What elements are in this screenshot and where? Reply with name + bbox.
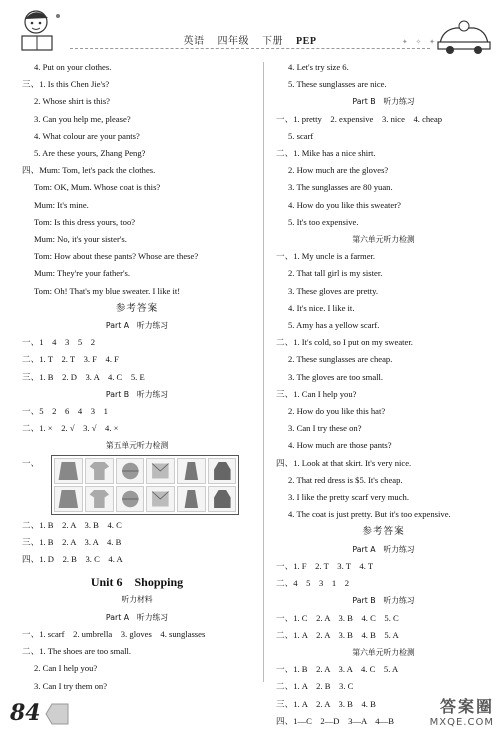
clothing-picture-icon xyxy=(116,458,145,484)
page-number: 84 xyxy=(10,700,41,726)
clothing-picture-icon xyxy=(177,458,206,484)
answer-line: 5. Amy has a yellow scarf. xyxy=(288,320,380,331)
question-label: 一、 xyxy=(22,457,40,468)
answer-line: 四、1. D 2. B 3. C 4. A xyxy=(22,554,123,565)
clothing-picture-icon xyxy=(208,486,237,512)
picture-question xyxy=(22,455,252,517)
answer-line: 三、1. A 2. A 3. B 4. B xyxy=(276,698,376,709)
section-subheading: Part A 听力练习 xyxy=(352,544,415,554)
answer-line: 2. These sunglasses are cheap. xyxy=(288,354,393,365)
answer-line: 4. Let's try size 6. xyxy=(288,62,349,72)
section-subheading: 第六单元听力检测 xyxy=(352,647,415,657)
cartoon-car-icon xyxy=(434,20,494,56)
clothes-picture-grid xyxy=(51,455,239,515)
answer-line: 3. Can I try these on? xyxy=(288,423,362,434)
answer-line: Tom: OK, Mum. Whose coat is this? xyxy=(34,182,161,193)
answer-line: Tom: Is this dress yours, too? xyxy=(34,216,136,227)
clothing-picture-icon xyxy=(116,486,145,512)
clothing-picture-icon xyxy=(208,458,237,484)
answer-line: 三、1. B 2. D 3. A 4. C 5. E xyxy=(22,371,145,382)
answer-line: 二、1. × 2. √ 3. √ 4. × xyxy=(22,423,119,434)
answer-line: 三、1. Can I help you? xyxy=(276,388,357,399)
answer-line: 二、1. T 2. T 3. F 4. F xyxy=(22,354,119,365)
answer-line: 一、1. B 2. A 3. A 4. C 5. A xyxy=(276,664,399,675)
answer-line: 2. How much are the gloves? xyxy=(288,165,389,176)
header-edition: PEP xyxy=(296,36,317,47)
answer-line: 一、1. scarf 2. umbrella 3. gloves 4. sunglasses xyxy=(22,628,206,639)
answer-line: Mum: No, it's your sister's. xyxy=(34,234,127,245)
answer-line: 2. That tall girl is my sister. xyxy=(288,268,383,279)
clothing-picture-icon xyxy=(85,486,114,512)
answer-line: 一、1. F 2. T 3. T 4. T xyxy=(276,560,374,571)
answer-line: 二、1. A 2. A 3. B 4. B 5. A xyxy=(276,629,399,640)
answer-line: 二、1. It's cold, so I put on my sweater. xyxy=(276,337,413,348)
answer-line: 5. These sunglasses are nice. xyxy=(288,79,387,90)
answer-line: 5. Are these yours, Zhang Peng? xyxy=(34,148,146,159)
header-rule xyxy=(70,48,430,49)
answer-line: 3. I like the pretty scarf very much. xyxy=(288,492,409,503)
column-divider xyxy=(263,62,264,682)
header-subject: 英语 xyxy=(183,36,205,47)
answer-line: Tom: Oh! That's my blue sweater. I like it! xyxy=(34,285,181,296)
answer-line: 5. scarf xyxy=(288,130,314,141)
unit-title: Unit 6 Shopping xyxy=(90,575,184,590)
answer-line: 三、1. Is this Chen Jie's? xyxy=(22,79,110,90)
clothing-picture-icon xyxy=(54,486,83,512)
section-subheading: Part B 听力练习 xyxy=(352,97,415,107)
header-volume: 下册 xyxy=(262,36,284,47)
answer-line: 二、1. The shoes are too small. xyxy=(22,646,132,657)
answer-line: 4. How much are those pants? xyxy=(288,440,392,451)
answer-line: 4. It's nice. I like it. xyxy=(288,302,355,313)
answer-line: 四、Mum: Tom, let's pack the clothes. xyxy=(22,165,156,176)
clothing-picture-icon xyxy=(146,458,175,484)
answer-line: 2. Whose shirt is this? xyxy=(34,96,110,107)
watermark-url: MXQE.COM xyxy=(429,717,494,728)
answer-line: 二、1. B 2. A 3. B 4. C xyxy=(22,519,122,530)
right-column xyxy=(276,59,491,730)
page-header xyxy=(0,0,500,58)
answer-line: 4. What colour are your pants? xyxy=(34,130,140,141)
answer-line: 二、1. A 2. B 3. C xyxy=(276,681,354,692)
section-heading: 参考答案 xyxy=(362,526,405,538)
clothing-picture-icon xyxy=(146,486,175,512)
answer-line: 二、1. Mike has a nice shirt. xyxy=(276,148,376,159)
answer-line: 四、1—C 2—D 3—A 4—B xyxy=(276,715,394,726)
section-heading: 参考答案 xyxy=(115,302,159,314)
answer-line: 4. Put on your clothes. xyxy=(34,62,112,72)
section-subheading: 听力材料 xyxy=(121,595,153,605)
answer-line: 3. The gloves are too small. xyxy=(288,371,384,382)
clothing-picture-icon xyxy=(54,458,83,484)
header-grade: 四年级 xyxy=(217,36,250,47)
section-subheading: 第六单元听力检测 xyxy=(352,235,415,245)
answer-line: 4. How do you like this sweater? xyxy=(288,199,401,210)
answer-line: 一、1. pretty 2. expensive 3. nice 4. cheap xyxy=(276,113,443,124)
answer-line: 2. Can I help you? xyxy=(34,663,98,674)
answer-line: 4. The coat is just pretty. But it's too expensive. xyxy=(288,509,451,520)
answer-line: 5. It's too expensive. xyxy=(288,216,359,227)
answer-line: 3. Can I try them on? xyxy=(34,680,108,691)
answer-line: 3. Can you help me, please? xyxy=(34,113,131,124)
answer-line: 二、4 5 3 1 2 xyxy=(276,578,350,589)
watermark-title: 答案圈 xyxy=(439,697,494,716)
answer-line: 一、1. My uncle is a farmer. xyxy=(276,251,376,262)
answer-line: 2. That red dress is $5. It's cheap. xyxy=(288,474,403,485)
answer-line: 一、1. C 2. A 3. B 4. C 5. C xyxy=(276,612,399,623)
section-subheading: Part A 听力练习 xyxy=(105,321,169,331)
page-number-badge-icon xyxy=(44,702,70,726)
answer-line: Mum: It's mine. xyxy=(34,199,89,210)
cartoon-kid-reading-icon xyxy=(8,6,70,56)
clothing-picture-icon xyxy=(85,458,114,484)
answer-line: Mum: They're your father's. xyxy=(34,268,131,279)
answer-line: 一、1 4 3 5 2 xyxy=(22,337,96,348)
answer-line: 一、5 2 6 4 3 1 xyxy=(22,406,108,417)
answer-line: Tom: How about these pants? Whose are these? xyxy=(34,251,199,262)
section-subheading: Part B 听力练习 xyxy=(352,596,415,606)
answer-line: 四、1. Look at that skirt. It's very nice. xyxy=(276,457,412,468)
section-subheading: 第五单元听力检测 xyxy=(105,441,169,451)
star-decoration-icon: ✦ ✧ ✦ xyxy=(401,38,438,46)
site-watermark xyxy=(384,694,494,732)
left-column xyxy=(22,59,252,695)
answer-line: 2. How do you like this hat? xyxy=(288,406,386,417)
section-subheading: Part B 听力练习 xyxy=(105,389,169,399)
clothing-picture-icon xyxy=(177,486,206,512)
answer-line: 三、1. B 2. A 3. A 4. B xyxy=(22,536,122,547)
section-subheading: Part A 听力练习 xyxy=(105,612,169,622)
answer-line: 3. The sunglasses are 80 yuan. xyxy=(288,182,393,193)
answer-line: 3. These gloves are pretty. xyxy=(288,285,378,296)
